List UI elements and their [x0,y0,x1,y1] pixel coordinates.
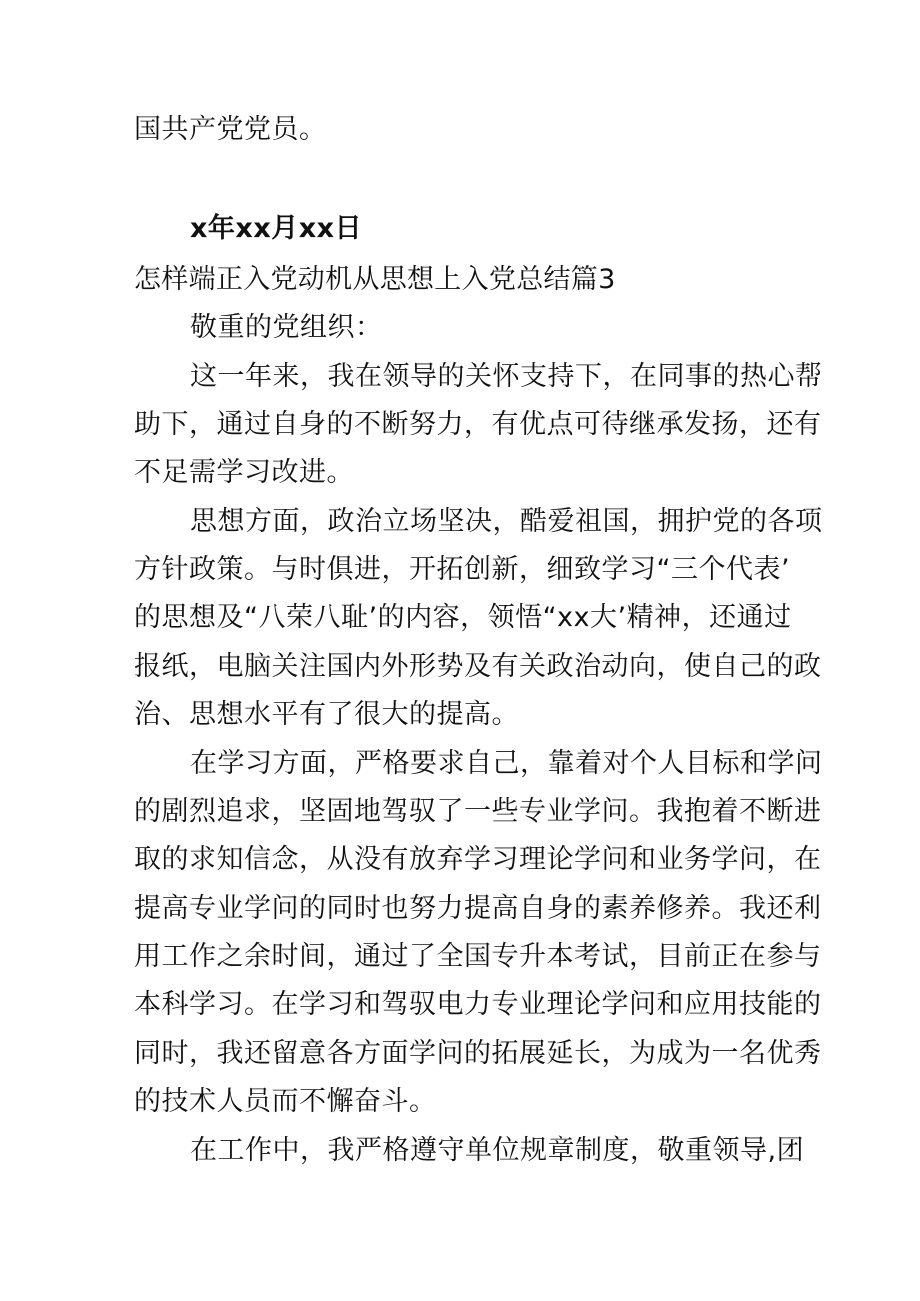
text-line-continuation: 国共产党党员。 [134,114,327,145]
paragraph-line: 的剧烈追求，坚固地驾驭了一些专业学问。我抱着不断进 [134,796,822,827]
section-title: 怎样端正入党动机从思想上入党总结篇3 [134,264,616,295]
paragraph-line: 提高专业学问的同时也努力提高自身的素养修养。我还利 [134,893,822,924]
paragraph-line: 治、思想水平有了很大的提高。 [134,699,519,730]
paragraph-line: 本科学习。在学习和驾驭电力专业理论学问和应用技能的 [134,989,822,1020]
salutation: 敬重的党组织： [190,312,383,343]
paragraph-line: 方针政策。与时俱进，开拓创新，细致学习“三个代表’ [134,554,791,585]
paragraph-line: 的技术人员而不懈奋斗。 [134,1086,437,1117]
paragraph-line: 这一年来，我在领导的关怀支持下，在同事的热心帮 [190,361,823,392]
letter-date: x年xx月xx日 [190,213,363,244]
paragraph-line: 助下，通过自身的不断努力，有优点可待继承发扬，还有 [134,409,822,440]
paragraph-line: 报纸，电脑关注国内外形势及有关政治动向，使自己的政 [134,651,822,682]
paragraph-line: 在学习方面，严格要求自己，靠着对个人目标和学问 [190,748,823,779]
paragraph-line: 的思想及“八荣八耻’的内容，领悟“xx大’精神，还通过 [134,602,792,633]
paragraph-line: 在工作中，我严格遵守单位规章制度，敬重领导,团 [190,1135,805,1166]
paragraph-line: 同时，我还留意各方面学问的拓展延长，为成为一名优秀 [134,1038,822,1069]
paragraph-line: 取的求知信念，从没有放弃学习理论学问和业务学问，在 [134,844,822,875]
paragraph-line: 用工作之余时间，通过了全国专升本考试，目前正在参与 [134,941,822,972]
paragraph-line: 思想方面，政治立场坚决，酷爱祖国，拥护党的各项 [190,506,823,537]
paragraph-line: 不足需学习改进。 [134,457,354,488]
